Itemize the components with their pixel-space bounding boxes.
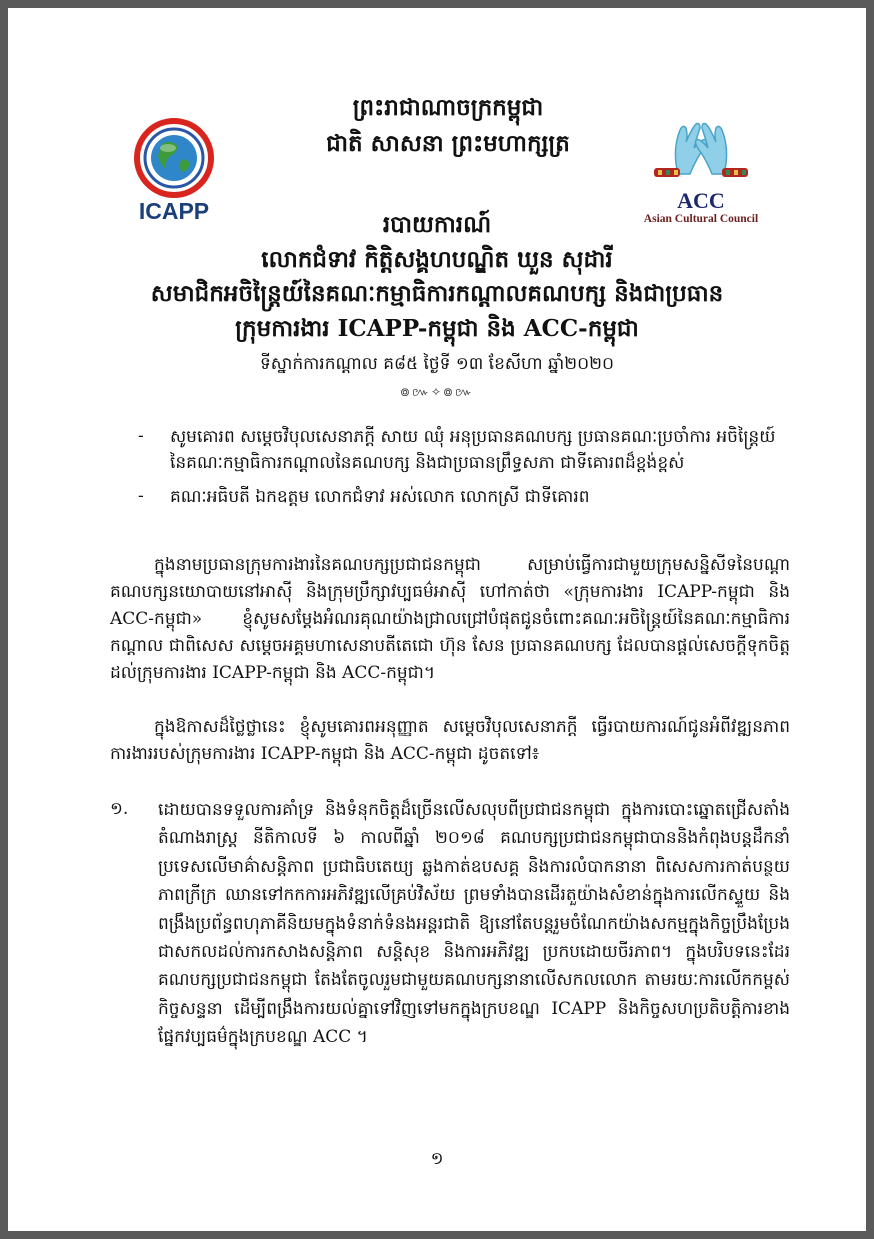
icapp-logo-text: ICAPP bbox=[138, 198, 210, 224]
location-date: ទីស្នាក់ការកណ្តាល គ៨៥ ថ្ងៃទី ១៣ ខែសីហា ឆ្នាំ២០២០ bbox=[259, 354, 615, 374]
report-title: របាយការណ៍ bbox=[382, 211, 492, 238]
page-number: ១ bbox=[430, 1149, 444, 1169]
hands-icon bbox=[636, 116, 766, 188]
salutation-dash: - bbox=[138, 426, 144, 446]
acc-logo-text: ACC bbox=[677, 188, 725, 213]
kingdom-header bbox=[258, 90, 638, 162]
kingdom-line-2: ជាតិ សាសនា ព្រះមហាក្សត្រ bbox=[326, 130, 570, 157]
acc-logo-subtitle: Asian Cultural Council bbox=[643, 213, 759, 225]
salutation-item: គណៈអធិបតី ឯកឧត្តម លោកជំទាវ អស់លោក លោកស្រី ជាទីគោរព bbox=[170, 487, 590, 507]
ornament-divider: ៙៚✧៙៚ bbox=[400, 385, 474, 399]
salutation-item: សូមគោរព សម្តេចវិបុលសេនាភក្តី សាយ ឈុំ អនុប្រធានគណបក្ស ប្រធានគណៈប្រចាំការ អចិន្ត្រៃយ៍នៃគណៈកម្មាធិការកណ្តាលនៃគណបក្ស និងជាប្រធានព្រឹទ្ធសភា ជាទីគោរពដ៏ខ្ពង់ខ្ពស់ bbox=[170, 427, 776, 473]
item-number: ១. bbox=[110, 799, 129, 819]
working-group: ក្រុមការងារ ICAPP-កម្ពុជា និង ACC-កម្ពុជា bbox=[235, 315, 639, 342]
kingdom-line-1: ព្រះរាជាណាចក្រកម្ពុជា bbox=[352, 94, 544, 121]
globe-icon bbox=[126, 116, 222, 200]
body-paragraph-1: ក្នុងនាមប្រធានក្រុមការងារនៃគណបក្សប្រជាជនកម្ពុជា សម្រាប់ធ្វើការជាមួយក្រុមសន្និសីទនៃបណ្តាគណបក្សនយោបាយនៅអាស៊ី និងក្រុមប្រឹក្សាវប្បធម៌អាស៊ី ហៅកាត់ថា «ក្រុមការងារ ICAPP-កម្ពុជា និង ACC-កម្ពុជា» ខ្ញុំសូមសម្តែងអំណរគុណយ៉ាងជ្រាលជ្រៅបំផុតជូនចំពោះគណៈអចិន្ត្រៃយ៍នៃគណៈកម្មាធិការកណ្តាល ជាពិសេស សម្តេចអគ្គមហាសេនាបតីតេជោ ហ៊ុន សែន ប្រធានគណបក្ស ដែលបានផ្តល់សេចក្តីទុកចិត្តដល់ក្រុមការងារ ICAPP-កម្ពុជា និង ACC-កម្ពុជា។ bbox=[110, 555, 790, 683]
reporter-name: លោកជំទាវ កិត្តិសង្គហបណ្ឌិត ឃួន សុដារី bbox=[261, 246, 613, 273]
document-page bbox=[8, 8, 866, 1231]
body-paragraph-2: ក្នុងឱកាសដ៏ថ្លៃថ្លានេះ ខ្ញុំសូមគោរពអនុញ្ញាត សម្តេចវិបុលសេនាភក្តី ធ្វើរបាយការណ៍ជូនអំពីវឌ្ឍនភាពការងាររបស់ក្រុមការងារ ICAPP-កម្ពុជា និង ACC-កម្ពុជា ដូចតទៅ៖ bbox=[110, 717, 790, 764]
salutation-dash: - bbox=[138, 486, 144, 506]
item-1-text: ដោយបានទទួលការគាំទ្រ និងទំនុកចិត្តដ៏ច្រើនលើសលុបពីប្រជាជនកម្ពុជា ក្នុងការបោះឆ្នោតជ្រើសតាំងតំណាងរាស្ត្រ នីតិកាលទី ៦ កាលពីឆ្នាំ ២០១៨ គណបក្សប្រជាជនកម្ពុជាបាននិងកំពុងបន្តដឹកនាំប្រទេសលើមាគ៌ាសន្តិភាព ប្រជាធិបតេយ្យ ឆ្លងកាត់ឧបសគ្គ និងការលំបាកនានា ពិសេសការកាត់បន្ថយភាពក្រីក្រ ឈានទៅកកការអភិវឌ្ឍលើគ្រប់វិស័យ ព្រមទាំងបានដើរតួយ៉ាងសំខាន់ក្នុងការលើកស្ទួយ និងពង្រឹងប្រព័ន្ធពហុភាគីនិយមក្នុងទំនាក់ទំនងអន្តរជាតិ ឱ្យនៅតែបន្តរួមចំណែកយ៉ាងសកម្មក្នុងកិច្ចប្រឹងប្រែងជាសកលដល់ការកសាងសន្តិភាព សន្តិសុខ និងការអភិវឌ្ឍ ប្រកបដោយចីរភាព។ ក្នុងបរិបទនេះដែរ គណបក្សប្រជាជនកម្ពុជា តែងតែចូលរួមជាមួយគណបក្សនានាលើសកលលោក តាមរយៈការលើកកម្ពស់កិច្ចសន្ទនា ដើម្បីពង្រឹងការយល់គ្នាទៅវិញទៅមកក្នុងក្របខណ្ឌ ICAPP និងកិច្ចសហប្រតិបត្តិការខាងផ្នែកវប្បធម៌ក្នុងក្របខណ្ឌ ACC ។ bbox=[158, 800, 790, 1048]
reporter-role: សមាជិកអចិន្ត្រៃយ៍នៃគណៈកម្មាធិការកណ្តាលគណបក្ស និងជាប្រធាន bbox=[150, 280, 724, 307]
